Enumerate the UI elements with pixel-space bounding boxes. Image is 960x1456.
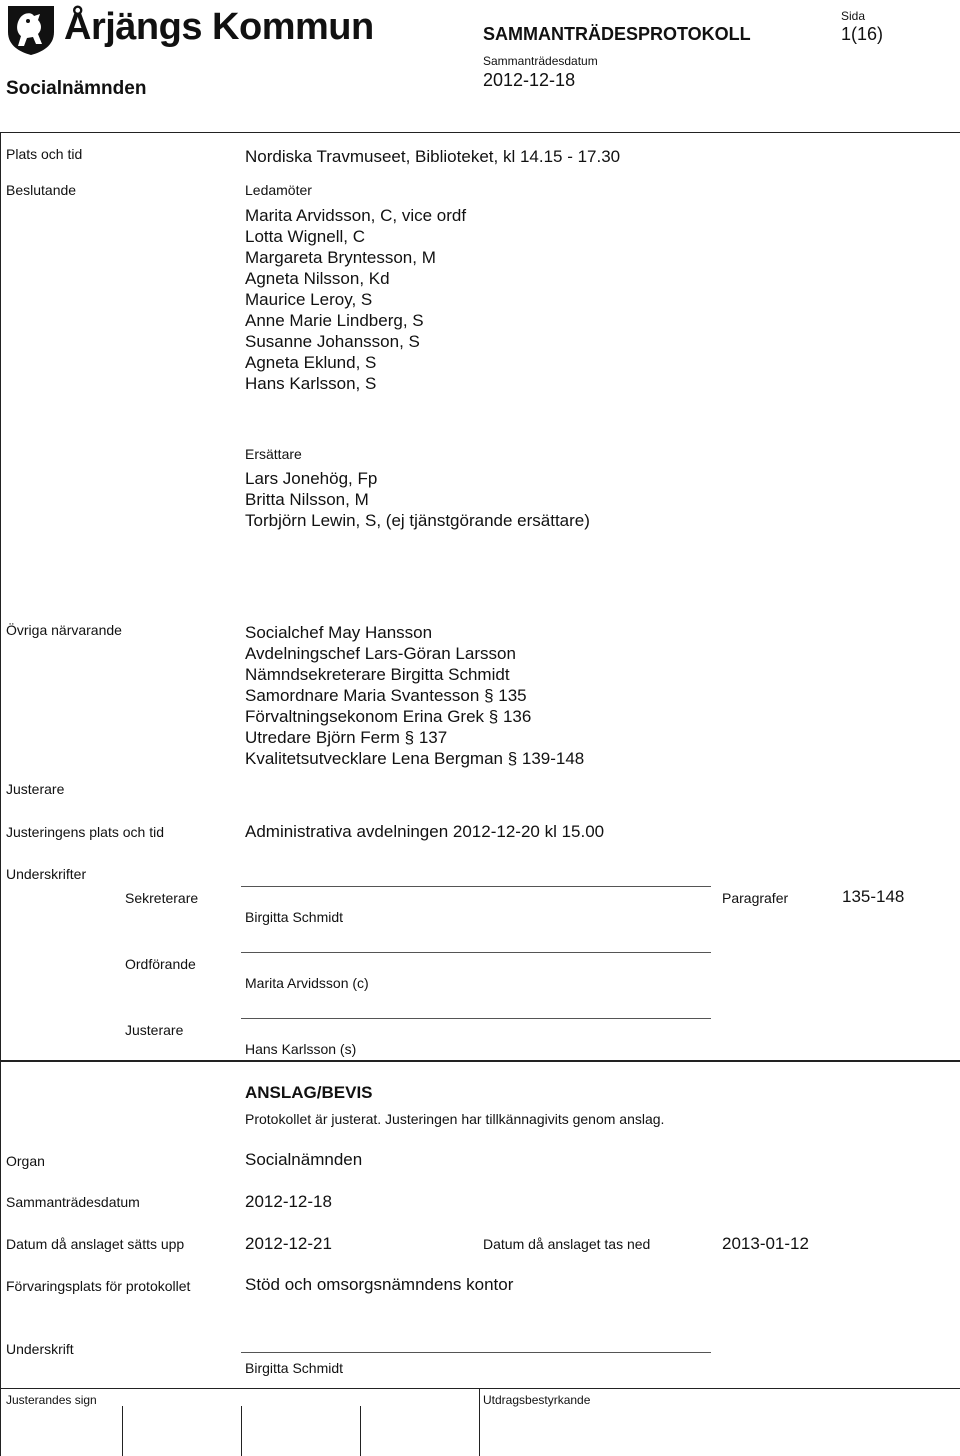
list-item: Hans Karlsson, S <box>245 374 377 393</box>
others-present-label: Övriga närvarande <box>6 622 122 638</box>
sign-box-line-1 <box>122 1406 123 1456</box>
substitutes-heading: Ersättare <box>245 446 302 462</box>
municipal-coat-of-arms-icon <box>6 4 56 56</box>
deciding-label: Beslutande <box>6 182 77 198</box>
footer-divider <box>0 1388 960 1389</box>
document-type-title: SAMMANTRÄDESPROTOKOLL <box>483 24 751 44</box>
list-item: Samordnare Maria Svantesson § 135 <box>245 686 527 705</box>
meeting-date-row-value: 2012-12-18 <box>245 1192 332 1211</box>
list-item: Lotta Wignell, C <box>245 227 365 246</box>
members-list <box>245 205 466 394</box>
list-item: Förvaltningsekonom Erina Grek § 136 <box>245 707 532 726</box>
adjust-place-label: Justeringens plats och tid <box>6 824 164 840</box>
notice-divider <box>0 1060 960 1062</box>
secretary-label: Sekreterare <box>125 890 199 906</box>
list-item: Britta Nilsson, M <box>245 490 369 509</box>
sign-box-line-2 <box>241 1406 242 1456</box>
paragraphs-value: 135-148 <box>842 887 905 906</box>
left-frame-line <box>0 132 1 1456</box>
adjust-place-value: Administrativa avdelningen 2012-12-20 kl 15.00 <box>245 822 605 841</box>
extract-label: Utdragsbestyrkande <box>483 1393 591 1407</box>
meeting-date-row-label: Sammanträdesdatum <box>6 1194 140 1210</box>
adjuster-label: Justerare <box>6 781 65 797</box>
municipality-logo-text: Årjängs Kommun <box>64 6 374 48</box>
organ-value: Socialnämnden <box>245 1150 363 1169</box>
chair-name: Marita Arvidsson (c) <box>245 975 369 991</box>
adjuster-name: Hans Karlsson (s) <box>245 1041 357 1057</box>
page-number: 1(16) <box>841 24 884 44</box>
list-item: Marita Arvidsson, C, vice ordf <box>245 206 467 225</box>
notice-text: Protokollet är justerat. Justeringen har tillkännagivits genom anslag. <box>245 1111 665 1127</box>
notice-title: ANSLAG/BEVIS <box>245 1083 373 1102</box>
list-item: Nämndsekreterare Birgitta Schmidt <box>245 665 510 684</box>
department-title: Socialnämnden <box>6 78 147 99</box>
list-item: Susanne Johansson, S <box>245 332 420 351</box>
signature-adjuster-label: Justerare <box>125 1022 184 1038</box>
list-item: Socialchef May Hansson <box>245 623 433 642</box>
list-item: Agneta Eklund, S <box>245 353 377 372</box>
signature-name: Birgitta Schmidt <box>245 1360 344 1376</box>
place-label: Plats och tid <box>6 146 83 162</box>
meeting-date: 2012-12-18 <box>483 70 576 90</box>
organ-label: Organ <box>6 1153 45 1169</box>
paragraphs-label: Paragrafer <box>722 890 789 906</box>
removed-date-value: 2013-01-12 <box>722 1234 809 1253</box>
signatures-heading: Underskrifter <box>6 866 87 882</box>
others-present-list <box>245 622 584 769</box>
adjuster-signature-line <box>241 1018 711 1019</box>
list-item: Kvalitetsutvecklare Lena Bergman § 139-148 <box>245 749 585 768</box>
substitutes-list <box>245 468 590 531</box>
sign-box-line-3 <box>360 1406 361 1456</box>
list-item: Avdelningschef Lars-Göran Larsson <box>245 644 516 663</box>
list-item: Lars Jonehög, Fp <box>245 469 378 488</box>
meeting-date-label: Sammanträdesdatum <box>483 54 598 68</box>
notice-signature-line <box>241 1352 711 1353</box>
secretary-name: Birgitta Schmidt <box>245 909 344 925</box>
signature-label: Underskrift <box>6 1341 74 1357</box>
place-value: Nordiska Travmuseet, Biblioteket, kl 14.15 - 17.30 <box>245 147 621 166</box>
chair-label: Ordförande <box>125 956 196 972</box>
page-label: Sida <box>841 9 866 23</box>
chair-signature-line <box>241 952 711 953</box>
posted-date-value: 2012-12-21 <box>245 1234 332 1253</box>
sign-box-line-4 <box>479 1388 480 1456</box>
list-item: Agneta Nilsson, Kd <box>245 269 390 288</box>
members-heading: Ledamöter <box>245 182 312 198</box>
list-item: Torbjörn Lewin, S, (ej tjänstgörande ersättare) <box>245 511 590 530</box>
list-item: Margareta Bryntesson, M <box>245 248 436 267</box>
list-item: Anne Marie Lindberg, S <box>245 311 424 330</box>
adjusters-sign-label: Justerandes sign <box>6 1393 97 1407</box>
storage-label: Förvaringsplats för protokollet <box>6 1278 191 1294</box>
secretary-signature-line <box>241 886 711 887</box>
header-divider <box>0 132 960 133</box>
list-item: Maurice Leroy, S <box>245 290 373 309</box>
posted-date-label: Datum då anslaget sätts upp <box>6 1236 185 1252</box>
removed-date-label: Datum då anslaget tas ned <box>483 1236 651 1252</box>
list-item: Utredare Björn Ferm § 137 <box>245 728 448 747</box>
storage-value: Stöd och omsorgsnämndens kontor <box>245 1275 514 1294</box>
